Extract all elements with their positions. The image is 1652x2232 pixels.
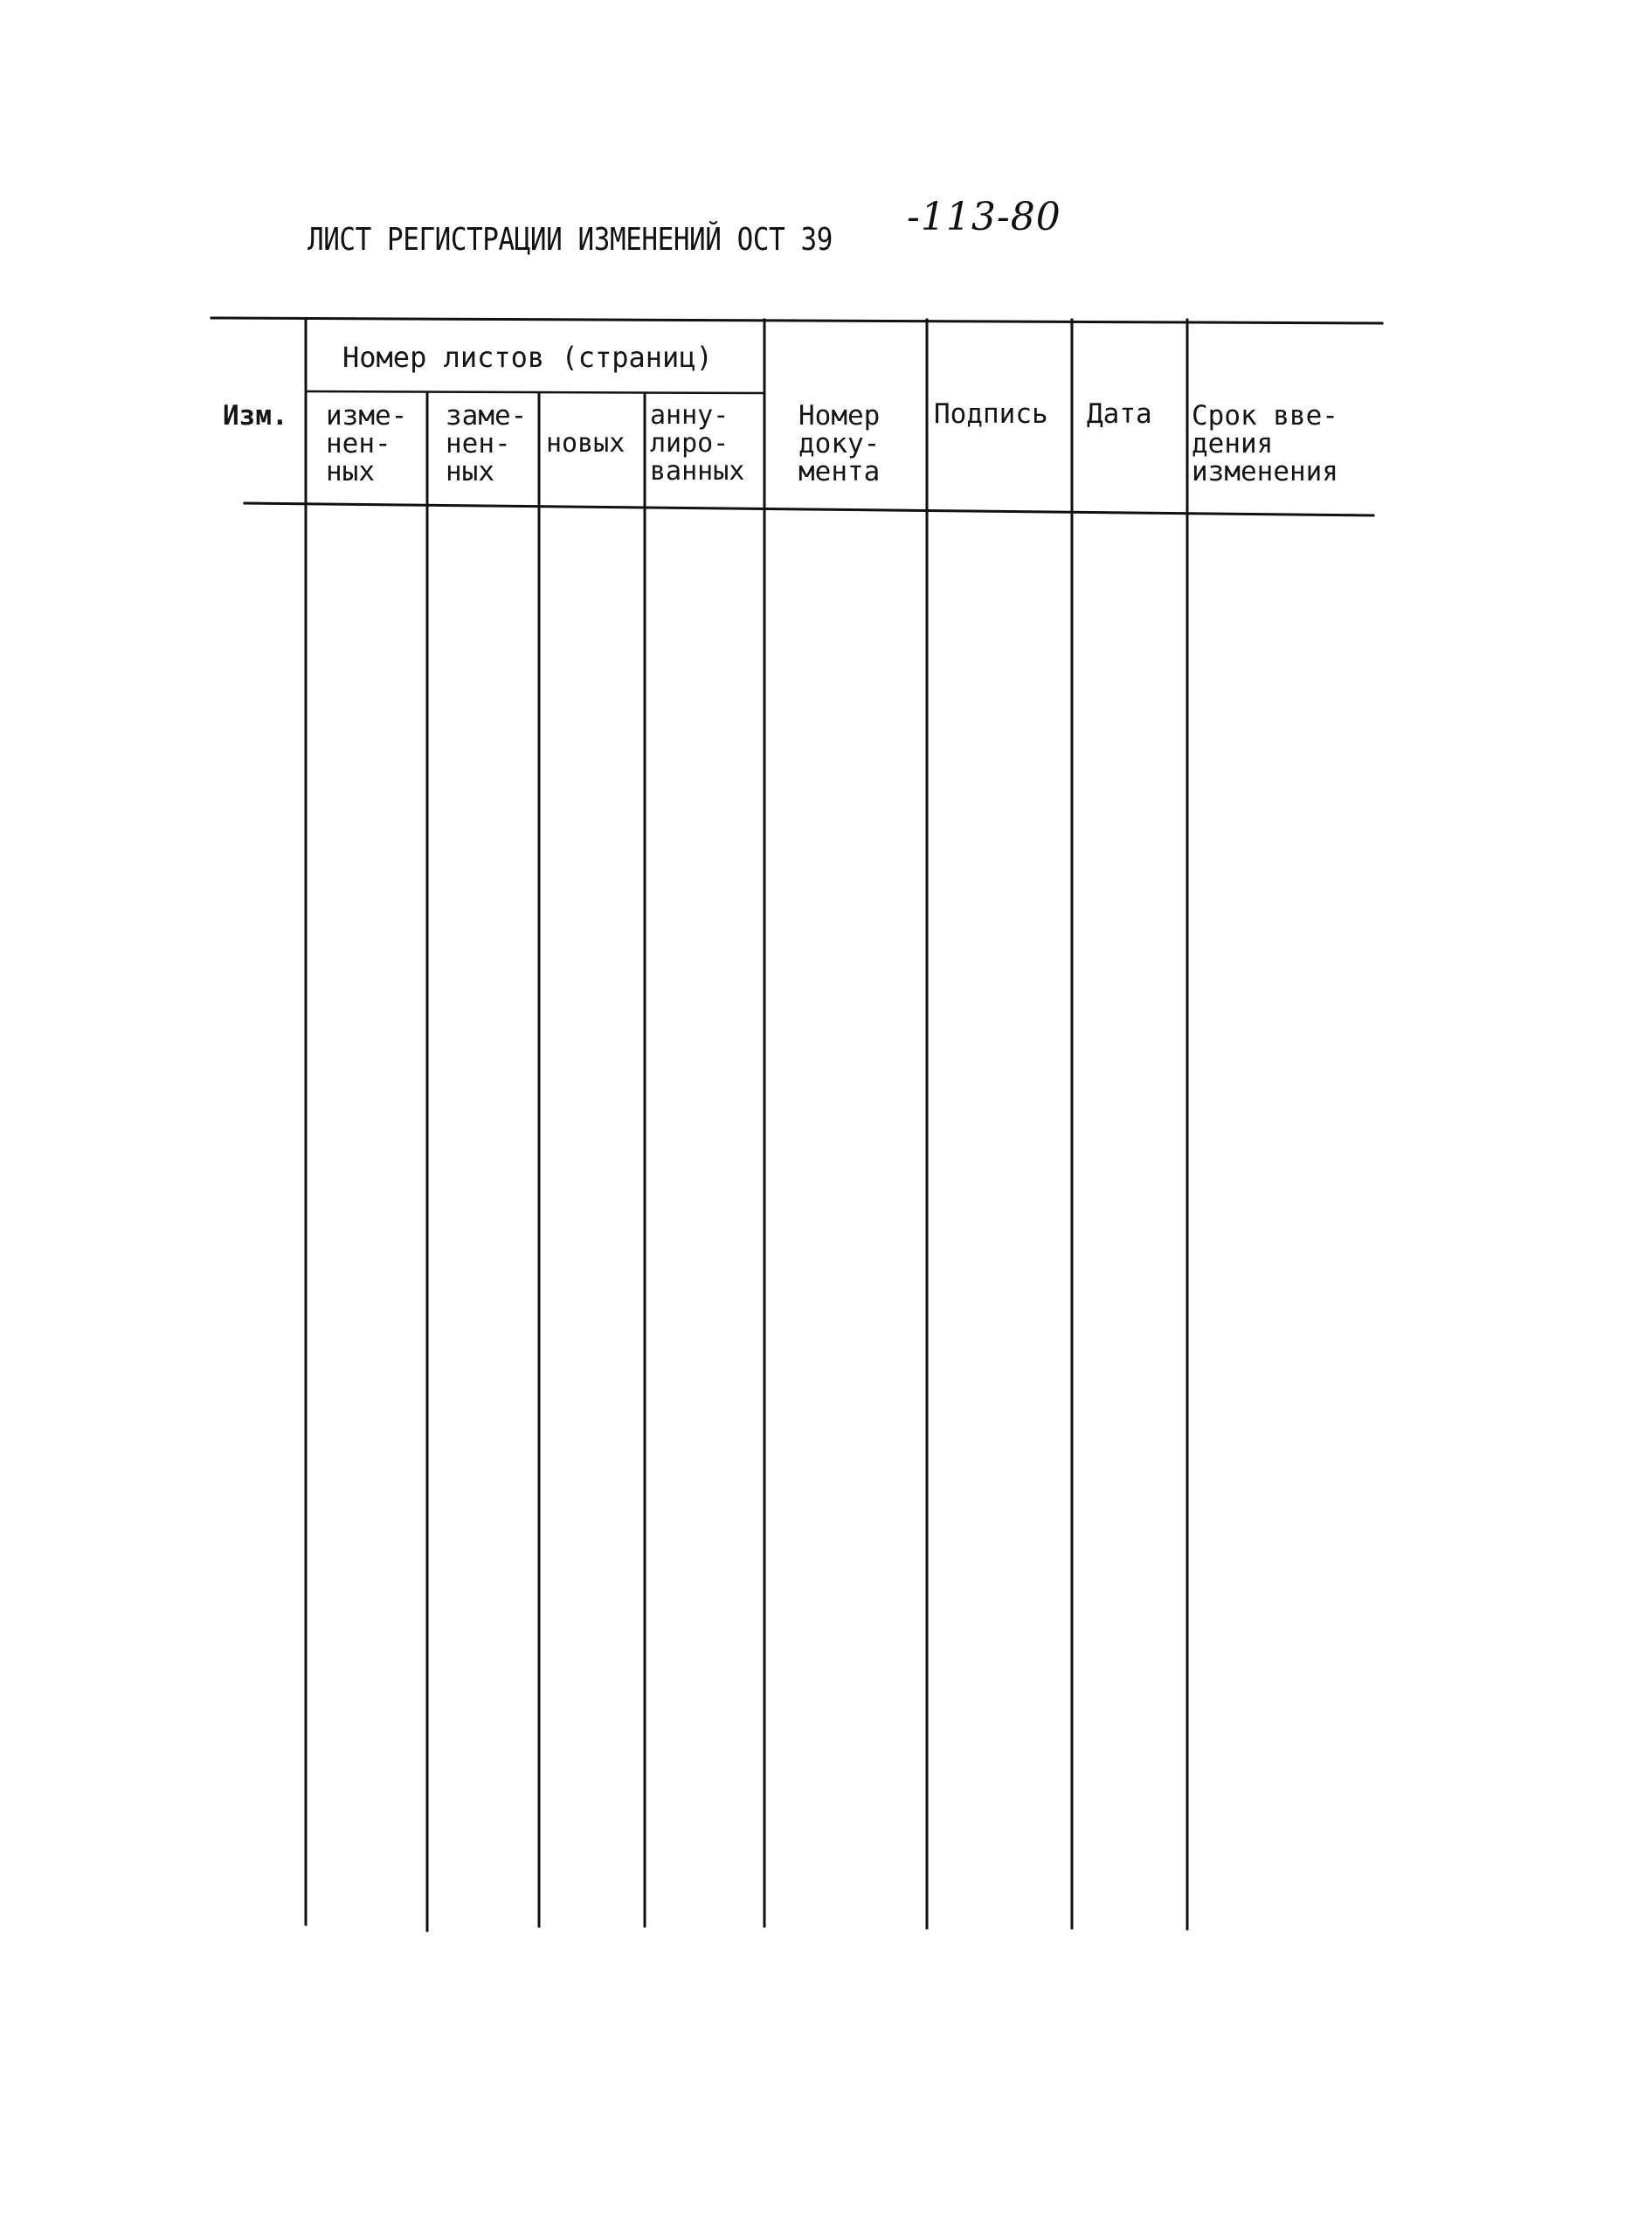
col-header-changed [326,402,407,486]
col-header-replaced-line-2: нен- [446,428,511,460]
col-header-annulled [650,402,744,486]
col-header-deadline-line-1: Срок вве- [1192,400,1338,432]
col-header-date [1087,400,1152,428]
col-header-signature [934,400,1048,428]
col-header-izm [223,402,288,430]
col-header-new [546,430,625,458]
col-header-doc-number-line-1: Номер [798,400,881,432]
col-header-signature-line: Подпись [934,398,1048,430]
col-header-replaced-line-1: заме- [446,400,528,432]
col-header-annulled-line-1: анну- [650,400,729,431]
title-text: ЛИСТ РЕГИСТРАЦИИ ИЗМЕНЕНИЙ ОСТ 39 [308,222,833,258]
col-header-date-line: Дата [1087,398,1152,430]
col-header-izm-line: Изм. [223,400,288,432]
col-header-new-line: новых [546,428,626,459]
group-header-label: Номер листов (страниц) [342,341,713,374]
col-header-replaced [446,402,527,486]
table-top-rule [211,318,1382,323]
col-header-replaced-line-3: ных [446,456,494,487]
group-header-rule [306,391,764,393]
col-header-annulled-line-2: лиро- [650,428,729,459]
col-header-deadline-line-2: дения [1192,428,1274,460]
col-header-changed-line-1: изме- [326,400,408,432]
col-header-changed-line-2: нен- [326,428,391,460]
handwritten-doc-number: -113-80 [907,195,1061,239]
col-header-doc-number-line-2: доку- [798,428,881,460]
header-bottom-rule [245,503,1373,515]
col-header-deadline-line-3: изменения [1192,456,1338,487]
col-header-doc-number [798,402,880,486]
col-header-changed-line-3: ных [326,456,375,487]
col-header-annulled-line-3: ванных [650,456,745,487]
col-header-doc-number-line-3: мента [798,456,881,487]
col-header-deadline [1192,402,1338,486]
